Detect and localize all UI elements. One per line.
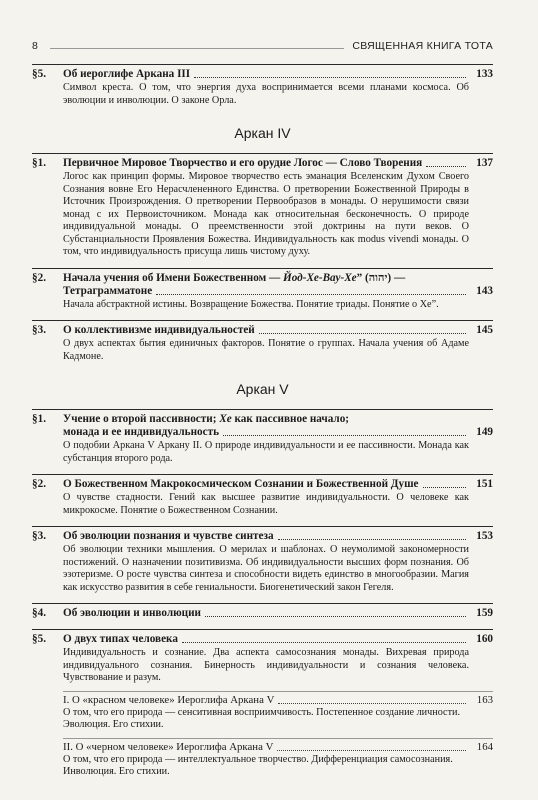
dot-leader bbox=[156, 294, 466, 295]
subsection-title: II. О «черном человеке» Иероглифа Аркана V bbox=[63, 740, 274, 753]
dot-leader bbox=[223, 435, 466, 436]
dot-leader bbox=[205, 616, 466, 617]
section-number: §1. bbox=[32, 413, 46, 425]
section-title-line1: Учение о второй пассивности; Хе как пассивное начало; bbox=[63, 413, 350, 425]
running-head bbox=[32, 36, 493, 52]
toc-entry bbox=[32, 320, 493, 363]
subsection-entry bbox=[63, 738, 493, 779]
subsection-summary: О том, что его природа — сенситивная восприимчивость. Постепенное создание личности. Эволюция. Его стихии. bbox=[63, 706, 461, 730]
section-number: §4. bbox=[32, 607, 46, 619]
section-title: Об иероглифе Аркана III bbox=[63, 68, 191, 80]
dot-leader bbox=[277, 750, 466, 751]
section-title: О Божественном Макрокосмическом Сознании и Божественной Душе bbox=[63, 478, 419, 490]
page-ref: 151 bbox=[476, 478, 493, 490]
dot-leader bbox=[194, 77, 466, 78]
section-number: §3. bbox=[32, 324, 46, 336]
section-title-line2: монада и ее индивидуальность bbox=[63, 426, 220, 438]
section-number: §3. bbox=[32, 530, 46, 542]
page-ref: 149 bbox=[476, 426, 493, 438]
dot-leader bbox=[426, 166, 466, 167]
section-summary: О чувстве стадности. Гений как высшее развитие индивидуальности. О человеке как микрокосме. Понятие о Божественном Сознании. bbox=[63, 492, 469, 516]
page-ref: 159 bbox=[476, 607, 493, 619]
section-summary: Логос как принцип формы. Мировое творчество есть эманация Вселенским Духом Своего Сознания вовне Его Нерасчлененного Единства. О претворении Божественной Природы в Источник Произрождения. О претворении Первообразов в монады. О нерушимости связи монад с их Первоисточником. Монада как относительная бесконечность. О природе индивидуальной монады. О преемственности этой доктрины на пути веков. О Субстанциальности Проявления Божества. Индивидуальность как modus vivendi монады. О том, что индивидуальность присуща лишь чистому духу. bbox=[63, 171, 469, 257]
section-title-line2: Тетраграмматоне bbox=[63, 284, 153, 297]
toc-entry bbox=[32, 603, 493, 620]
dot-leader bbox=[278, 539, 466, 540]
section-number: §1. bbox=[32, 157, 46, 169]
arcane-heading: Аркан IV bbox=[234, 125, 291, 141]
subsection-title: I. О «красном человеке» Иероглифа Аркана V bbox=[63, 693, 275, 706]
dot-leader bbox=[259, 333, 466, 334]
page-ref: 153 bbox=[476, 530, 493, 542]
dot-leader bbox=[278, 703, 466, 704]
page-ref: 143 bbox=[476, 284, 493, 297]
book-title: СВЯЩЕННАЯ КНИГА ТОТА bbox=[352, 40, 493, 52]
page-ref: 163 bbox=[476, 693, 493, 706]
section-summary: Символ креста. О том, что энергия духа воспринимается всеми планами космоса. Об эволюции и инволюции. О законе Орла. bbox=[63, 82, 469, 106]
toc-entry bbox=[32, 629, 493, 779]
section-title-line1: Начала учения об Имени Божественном — Йод-Хе-Вау-Хе” (יהוה) — bbox=[63, 271, 406, 284]
dot-leader bbox=[423, 487, 466, 488]
page-ref: 160 bbox=[476, 633, 493, 645]
toc-entry bbox=[32, 64, 493, 107]
toc-entry bbox=[32, 474, 493, 517]
toc-entry bbox=[32, 153, 493, 259]
page-number: 8 bbox=[32, 40, 38, 52]
section-number: §5. bbox=[32, 68, 46, 80]
subsection-summary: О том, что его природа — интеллектуальное творчество. Дифференциация самосознания. Инволюция. Его стихии. bbox=[63, 753, 453, 777]
page-ref: 133 bbox=[476, 68, 493, 80]
toc-entry bbox=[32, 409, 493, 465]
section-title: Первичное Мировое Творчество и его орудие Логос — Слово Творения bbox=[63, 157, 423, 169]
section-number: §5. bbox=[32, 633, 46, 645]
page-ref: 137 bbox=[476, 157, 493, 169]
dot-leader bbox=[182, 642, 466, 643]
section-number: §2. bbox=[32, 271, 46, 284]
section-title: О двух типах человека bbox=[63, 633, 178, 645]
section-title: О коллективизме индивидуальностей bbox=[63, 324, 255, 336]
section-summary: О двух аспектах бытия единичных факторов. Понятие о группах. Начала учения об Адаме Кадмоне. bbox=[63, 338, 469, 362]
page-ref: 164 bbox=[476, 740, 493, 753]
subsection-entry bbox=[63, 691, 493, 732]
toc-entry bbox=[32, 268, 493, 312]
toc-entry bbox=[32, 526, 493, 594]
section-summary: Индивидуальность и сознание. Два аспекта самосознания монады. Вихревая природа индивидуального сознания. Бинерность индивидуальности и сознания человека. Чувствование и разум. bbox=[63, 647, 469, 683]
toc-content bbox=[32, 64, 493, 788]
section-title: Об эволюции познания и чувстве синтеза bbox=[63, 530, 274, 542]
section-summary: Об эволюции техники мышления. О мерилах и шаблонах. О неумолимой закономерности постижений. О назначении позитивизма. Об индивидуальности высших форм познания. Об эзотеризме. О росте чувства синтеза и способности видеть единство в многообразии. Магия как искусство развития в себе гениальности. Биогенетический закон Гегеля. bbox=[63, 544, 469, 593]
arcane-heading: Аркан V bbox=[236, 381, 289, 397]
page-ref: 145 bbox=[476, 324, 493, 336]
section-title: Об эволюции и инволюции bbox=[63, 607, 202, 619]
header-rule bbox=[50, 48, 344, 49]
section-summary: О подобии Аркана V Аркану II. О природе индивидуальности и ее пассивности. Монада как субстанция второго рода. bbox=[63, 440, 469, 464]
section-summary: Начала абстрактной истины. Возвращение Божества. Понятие триады. Понятие о Хе”. bbox=[63, 298, 439, 310]
section-number: §2. bbox=[32, 478, 46, 490]
